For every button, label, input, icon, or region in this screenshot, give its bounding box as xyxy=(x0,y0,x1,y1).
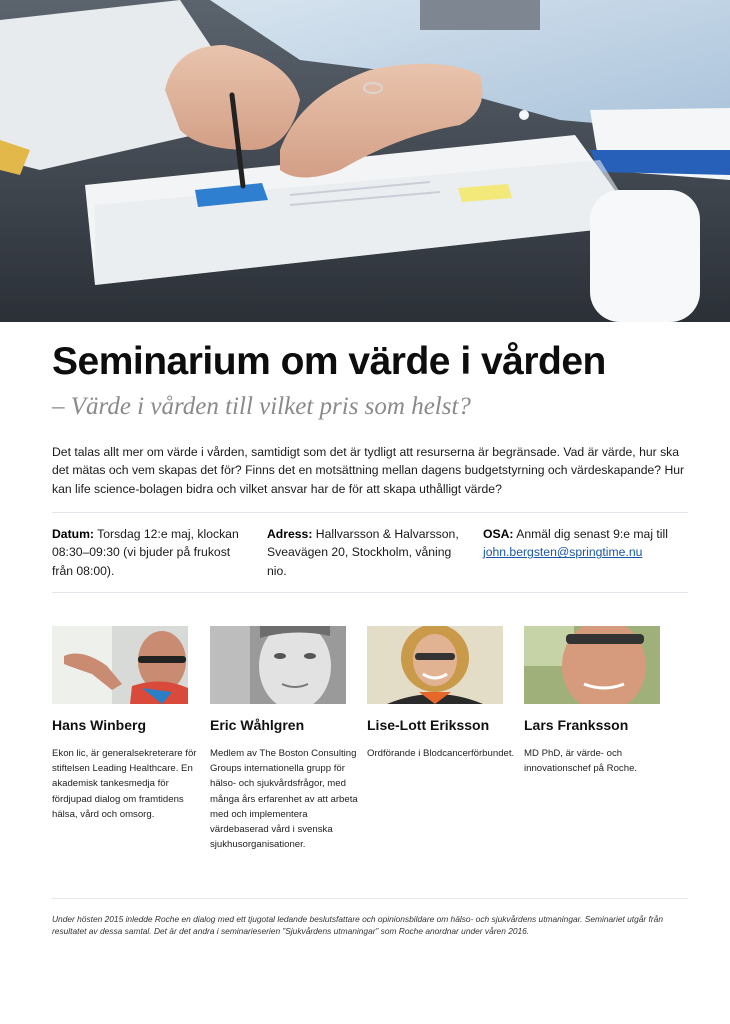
hero-photo xyxy=(0,0,730,322)
speaker-name: Hans Winberg xyxy=(52,717,146,733)
speaker-card xyxy=(367,626,515,761)
speaker-bio: Ekon lic, är generalsekreterare för stiftelsen Leading Healthcare. En akademisk tankesmedja för fördjupad dialog om framtidens hälsa, vård och omsorg. xyxy=(52,748,197,820)
info-rsvp xyxy=(483,525,693,562)
speaker-bio: MD PhD, är värde- och innovationschef på Roche. xyxy=(524,748,638,775)
divider xyxy=(52,898,688,899)
speaker-card xyxy=(210,626,358,852)
intro-paragraph: Det talas allt mer om värde i vården, samtidigt som det är tydligt att resurserna är begränsade. Vad är värde, hur ska det mätas och vem skapas det för? Finns det en motsättning mellan dagens budgetstyrning och värdeskapande? Hur kan life science-bolagen bidra och vilket ansvar har de för att skapa uthålligt värde? xyxy=(52,445,685,496)
speaker-card xyxy=(52,626,200,822)
footer-note: Under hösten 2015 inledde Roche en dialog med ett tjugotal ledande beslutsfattare och opinionsbildare om hälso- och sjukvårdens utmaningar. Seminariet utgår från resultatet av dessa samtal. Det är det andra i seminarieserien ”Sjukvårdens utmaningar” som Roche anordnar under våren 2016. xyxy=(52,914,663,937)
info-address xyxy=(267,525,467,580)
speaker-photo xyxy=(52,626,188,704)
rsvp-email-link[interactable]: john.bergsten@springtime.nu xyxy=(483,545,643,560)
speaker-photo xyxy=(210,626,346,704)
speaker-name: Lars Franksson xyxy=(524,717,629,733)
divider xyxy=(52,592,688,593)
hero-image xyxy=(0,0,730,322)
speaker-name: Eric Wåhlgren xyxy=(210,717,305,733)
speaker-photo xyxy=(524,626,660,704)
speaker-bio: Ordförande i Blodcancerförbundet. xyxy=(367,748,515,759)
date-label: Datum: xyxy=(52,527,94,541)
date-text: Torsdag 12:e maj, klockan 08:30–09:30 (vi bjuder på frukost från 08:00). xyxy=(52,527,239,578)
speaker-photo xyxy=(367,626,503,704)
divider xyxy=(52,512,688,513)
info-date xyxy=(52,525,250,580)
speaker-card xyxy=(524,626,672,776)
speaker-bio: Medlem av The Boston Consulting Groups internationella grupp för hälso- och sjukvårdsfrågor, med många års erfarenhet av att arbeta med och implementera värdebaserad vård i svenska sjukhusorganisationer. xyxy=(210,748,358,851)
page-title: Seminarium om värde i vården xyxy=(52,340,606,383)
address-label: Adress: xyxy=(267,527,313,541)
speaker-name: Lise-Lott Eriksson xyxy=(367,717,490,733)
rsvp-label: OSA: xyxy=(483,527,514,541)
rsvp-text: Anmäl dig senast 9:e maj till xyxy=(516,527,668,541)
address-text: Hallvarsson & Halvarsson, Sveavägen 20, Stockholm, våning nio. xyxy=(267,527,459,578)
page-subtitle: – Värde i vården till vilket pris som helst? xyxy=(52,393,471,420)
